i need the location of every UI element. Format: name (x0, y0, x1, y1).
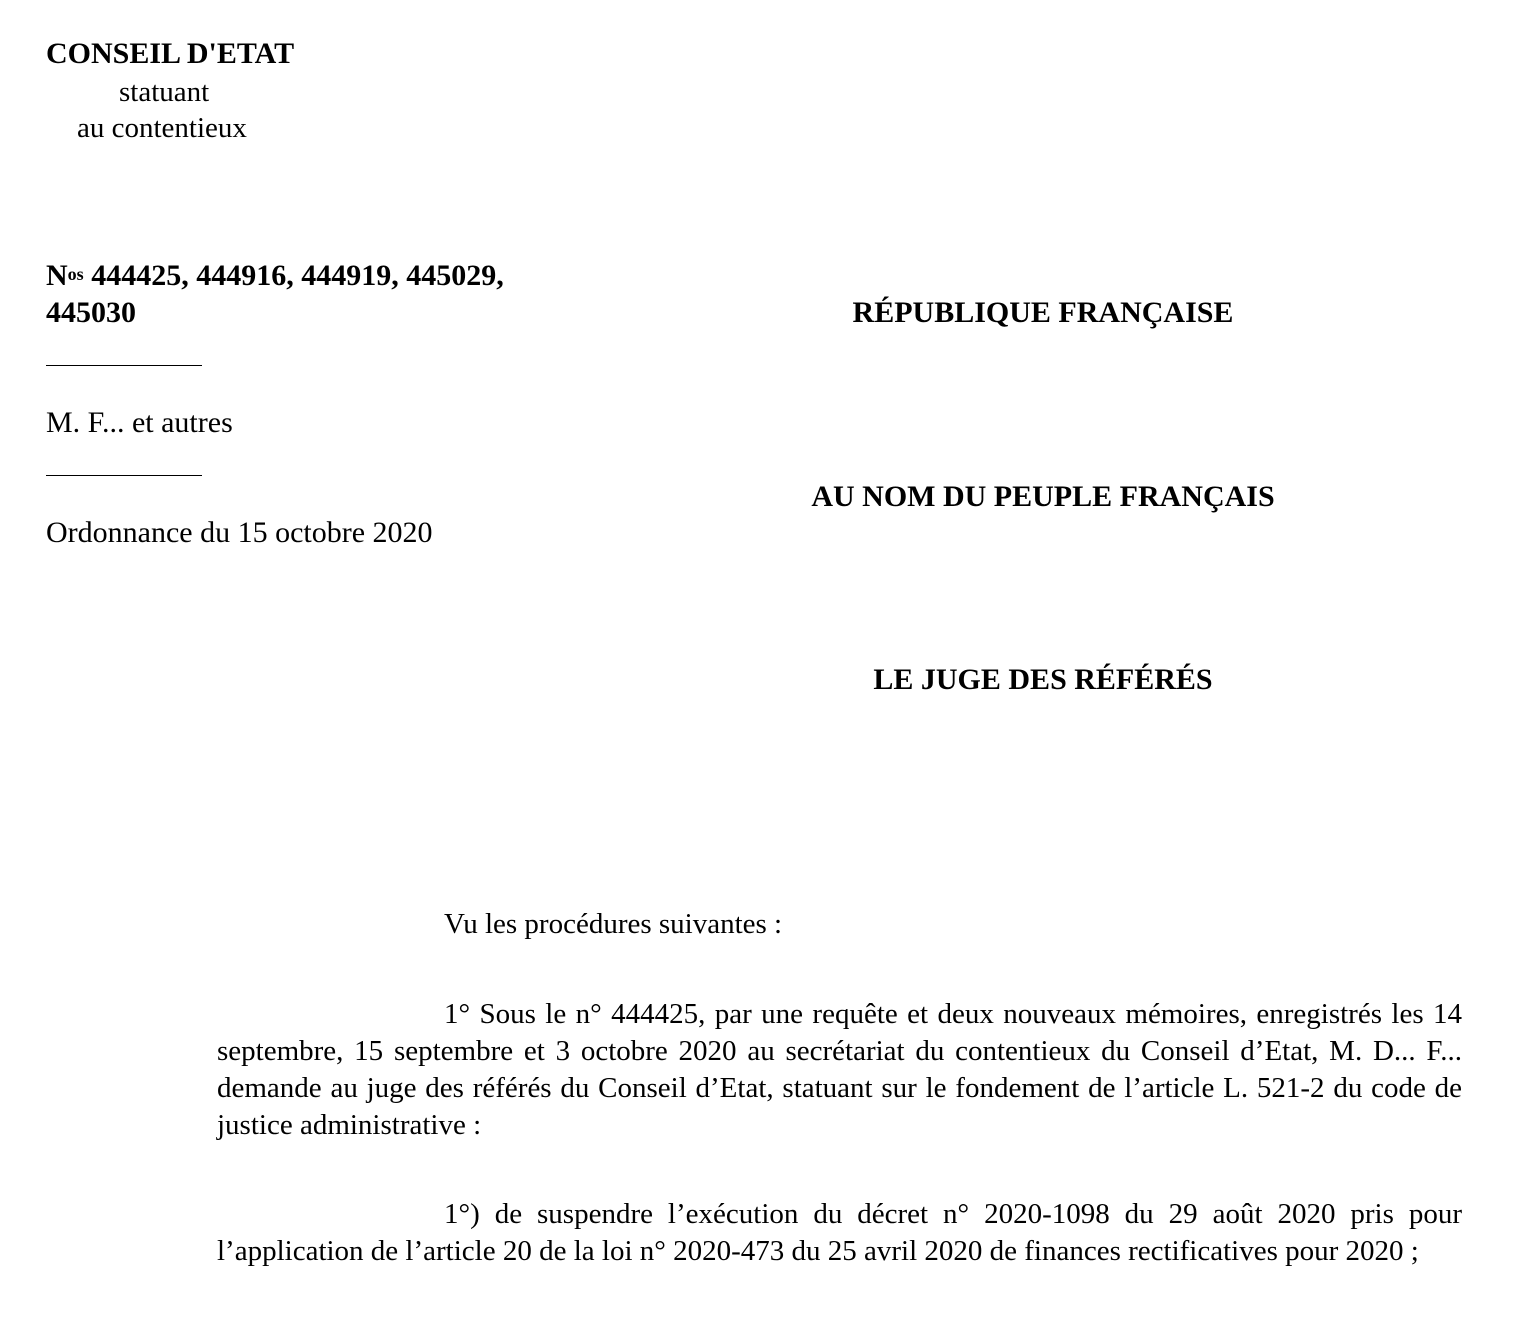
people-heading: AU NOM DU PEUPLE FRANÇAIS (811, 480, 1275, 513)
parties: M. F... et autres (46, 406, 233, 439)
case-numbers (46, 258, 504, 294)
case-numbers-prefix: N (46, 259, 68, 292)
case-numbers-list: 444425, 444916, 444919, 445029, (83, 259, 504, 292)
judge-heading: LE JUGE DES RÉFÉRÉS (873, 663, 1213, 696)
court-name: CONSEIL D'ETAT (46, 37, 295, 70)
separator-rule (46, 365, 202, 366)
case-numbers-continued: 445030 (46, 296, 136, 329)
republic-heading: RÉPUBLIQUE FRANÇAISE (852, 296, 1234, 329)
order-date: Ordonnance du 15 octobre 2020 (46, 516, 433, 549)
court-subtitle-line-1: statuant (119, 76, 210, 108)
procedures-intro: Vu les procédures suivantes : (444, 908, 783, 940)
paragraph-first-request: 1° Sous le n° 444425, par une requête et deux nouveaux mémoires, enregistrés les 14 septembre, 15 septembre et 3 octobre 2020 au secrétariat du contentieux du Conseil d’Etat, M. D... F... demande au juge des référés du Conseil d’Etat, statuant sur le fondement de l’article L. 521-2 du code de justice administrative : (217, 998, 1462, 1141)
case-numbers-superscript: os (67, 264, 84, 284)
paragraph-suspension-request: 1°) de suspendre l’exécution du décret n° 2020-1098 du 29 août 2020 pris pour l’application de l’article 20 de la loi n° 2020-473 du 25 avril 2020 de finances rectificatives pour 2020 ; (217, 1198, 1462, 1267)
separator-rule (46, 475, 202, 476)
court-subtitle-line-2: au contentieux (77, 112, 247, 144)
